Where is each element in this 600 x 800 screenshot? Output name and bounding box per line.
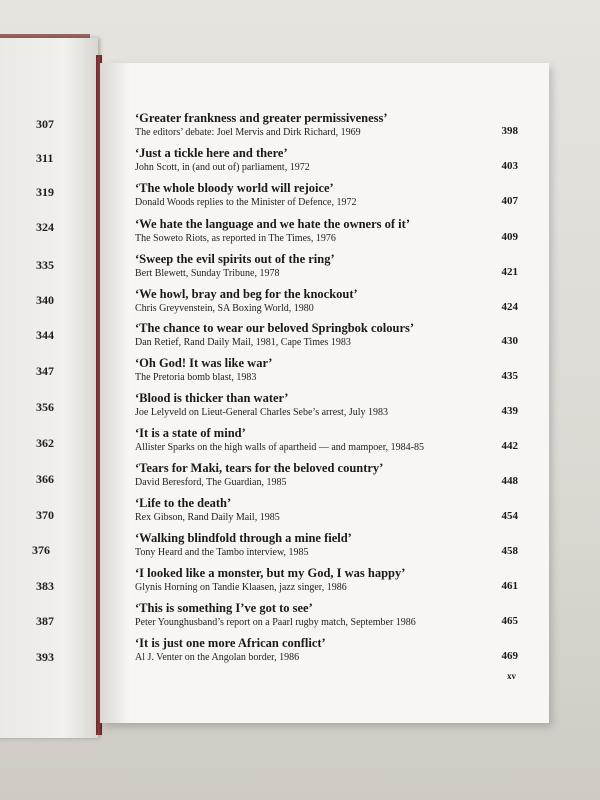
- entry-page-number: 454: [501, 510, 518, 522]
- entry-subtitle: Joe Lelyveld on Lieut-General Charles Sebe’s arrest, July 1983: [135, 407, 388, 418]
- contents-entry: [135, 181, 520, 209]
- left-page-number: 335: [36, 258, 54, 272]
- entry-title: ‘Tears for Maki, tears for the beloved country’: [135, 461, 384, 475]
- gutter-shadow: [100, 63, 130, 723]
- left-page-number: 387: [36, 614, 54, 628]
- contents-entry: [135, 601, 520, 629]
- entry-page-number: 398: [501, 125, 518, 137]
- left-page-number: 324: [36, 220, 54, 234]
- entry-page-number: 421: [501, 266, 518, 278]
- entry-subtitle: Glynis Horning on Tandie Klaasen, jazz singer, 1986: [135, 582, 347, 593]
- entry-title: ‘Greater frankness and greater permissiveness’: [135, 111, 388, 125]
- left-page-number: 311: [36, 151, 54, 165]
- contents-entry: [135, 287, 520, 315]
- left-page-number: 319: [36, 185, 54, 199]
- entry-title: ‘I looked like a monster, but my God, I was happy’: [135, 566, 406, 580]
- left-page-number: 370: [36, 508, 54, 522]
- left-page-number: 340: [36, 293, 54, 307]
- entry-title: ‘Life to the death’: [135, 496, 232, 510]
- left-page-number: 383: [36, 579, 54, 593]
- entry-subtitle: The Pretoria bomb blast, 1983: [135, 372, 257, 383]
- left-page-number: 347: [36, 364, 54, 378]
- entry-title: ‘Walking blindfold through a mine field’: [135, 531, 352, 545]
- entry-subtitle: Al J. Venter on the Angolan border, 1986: [135, 652, 300, 663]
- entry-title: ‘This is something I’ve got to see’: [135, 601, 313, 615]
- folio: xv: [507, 671, 516, 681]
- entry-subtitle: David Beresford, The Guardian, 1985: [135, 477, 287, 488]
- entry-title: ‘Just a tickle here and there’: [135, 146, 288, 160]
- contents-entry: [135, 426, 520, 454]
- contents-entry: [135, 391, 520, 419]
- left-page-number: 356: [36, 400, 54, 414]
- entry-subtitle: The editors’ debate: Joel Mervis and Dirk Richard, 1969: [135, 127, 361, 138]
- entry-subtitle: Donald Woods replies to the Minister of Defence, 1972: [135, 197, 357, 208]
- entry-subtitle: John Scott, in (and out of) parliament, 1972: [135, 162, 310, 173]
- contents-entry: [135, 496, 520, 524]
- entry-page-number: 430: [501, 335, 518, 347]
- entry-title: ‘Oh God! It was like war’: [135, 356, 273, 370]
- entry-title: ‘The whole bloody world will rejoice’: [135, 181, 334, 195]
- entry-title: ‘It is a state of mind’: [135, 426, 246, 440]
- left-page-number: 344: [36, 328, 54, 342]
- contents-entry: [135, 356, 520, 384]
- entry-subtitle: Chris Greyvenstein, SA Boxing World, 1980: [135, 303, 314, 314]
- contents-entry: [135, 461, 520, 489]
- left-page-number: 362: [36, 436, 54, 450]
- entry-page-number: 407: [501, 195, 518, 207]
- entry-subtitle: The Soweto Riots, as reported in The Times, 1976: [135, 233, 336, 244]
- entry-page-number: 424: [501, 301, 518, 313]
- left-page: [0, 38, 98, 738]
- entry-subtitle: Bert Blewett, Sunday Tribune, 1978: [135, 268, 280, 279]
- contents-entry: [135, 146, 520, 174]
- entry-title: ‘The chance to wear our beloved Springbok colours’: [135, 321, 415, 335]
- entry-subtitle: Allister Sparks on the high walls of apartheid — and mampoer, 1984-85: [135, 442, 424, 453]
- entry-title: ‘We hate the language and we hate the owners of it’: [135, 217, 410, 231]
- entry-title: ‘Blood is thicker than water’: [135, 391, 289, 405]
- entry-page-number: 458: [501, 545, 518, 557]
- entry-title: ‘It is just one more African conflict’: [135, 636, 326, 650]
- entry-subtitle: Tony Heard and the Tambo interview, 1985: [135, 547, 309, 558]
- contents-entry: [135, 252, 520, 280]
- entry-page-number: 435: [501, 370, 518, 382]
- contents-entry: [135, 217, 520, 245]
- entry-page-number: 409: [501, 231, 518, 243]
- entry-title: ‘We howl, bray and beg for the knockout’: [135, 287, 358, 301]
- left-page-number: 307: [36, 117, 54, 131]
- entry-page-number: 439: [501, 405, 518, 417]
- entry-page-number: 465: [501, 615, 518, 627]
- entry-page-number: 461: [501, 580, 518, 592]
- contents-entry: [135, 636, 520, 664]
- left-page-number: 393: [36, 650, 54, 664]
- entry-page-number: 469: [501, 650, 518, 662]
- contents-entry: [135, 111, 520, 139]
- contents-entry: [135, 566, 520, 594]
- entry-title: ‘Sweep the evil spirits out of the ring’: [135, 252, 335, 266]
- contents-entry: [135, 321, 520, 349]
- entry-subtitle: Dan Retief, Rand Daily Mail, 1981, Cape Times 1983: [135, 337, 351, 348]
- entry-page-number: 403: [501, 160, 518, 172]
- entry-page-number: 448: [501, 475, 518, 487]
- entry-subtitle: Rex Gibson, Rand Daily Mail, 1985: [135, 512, 280, 523]
- entry-page-number: 442: [501, 440, 518, 452]
- left-page-number: 376: [32, 543, 50, 557]
- entry-subtitle: Peter Younghusband’s report on a Paarl rugby match, September 1986: [135, 617, 416, 628]
- contents-entry: [135, 531, 520, 559]
- left-page-number: 366: [36, 472, 54, 486]
